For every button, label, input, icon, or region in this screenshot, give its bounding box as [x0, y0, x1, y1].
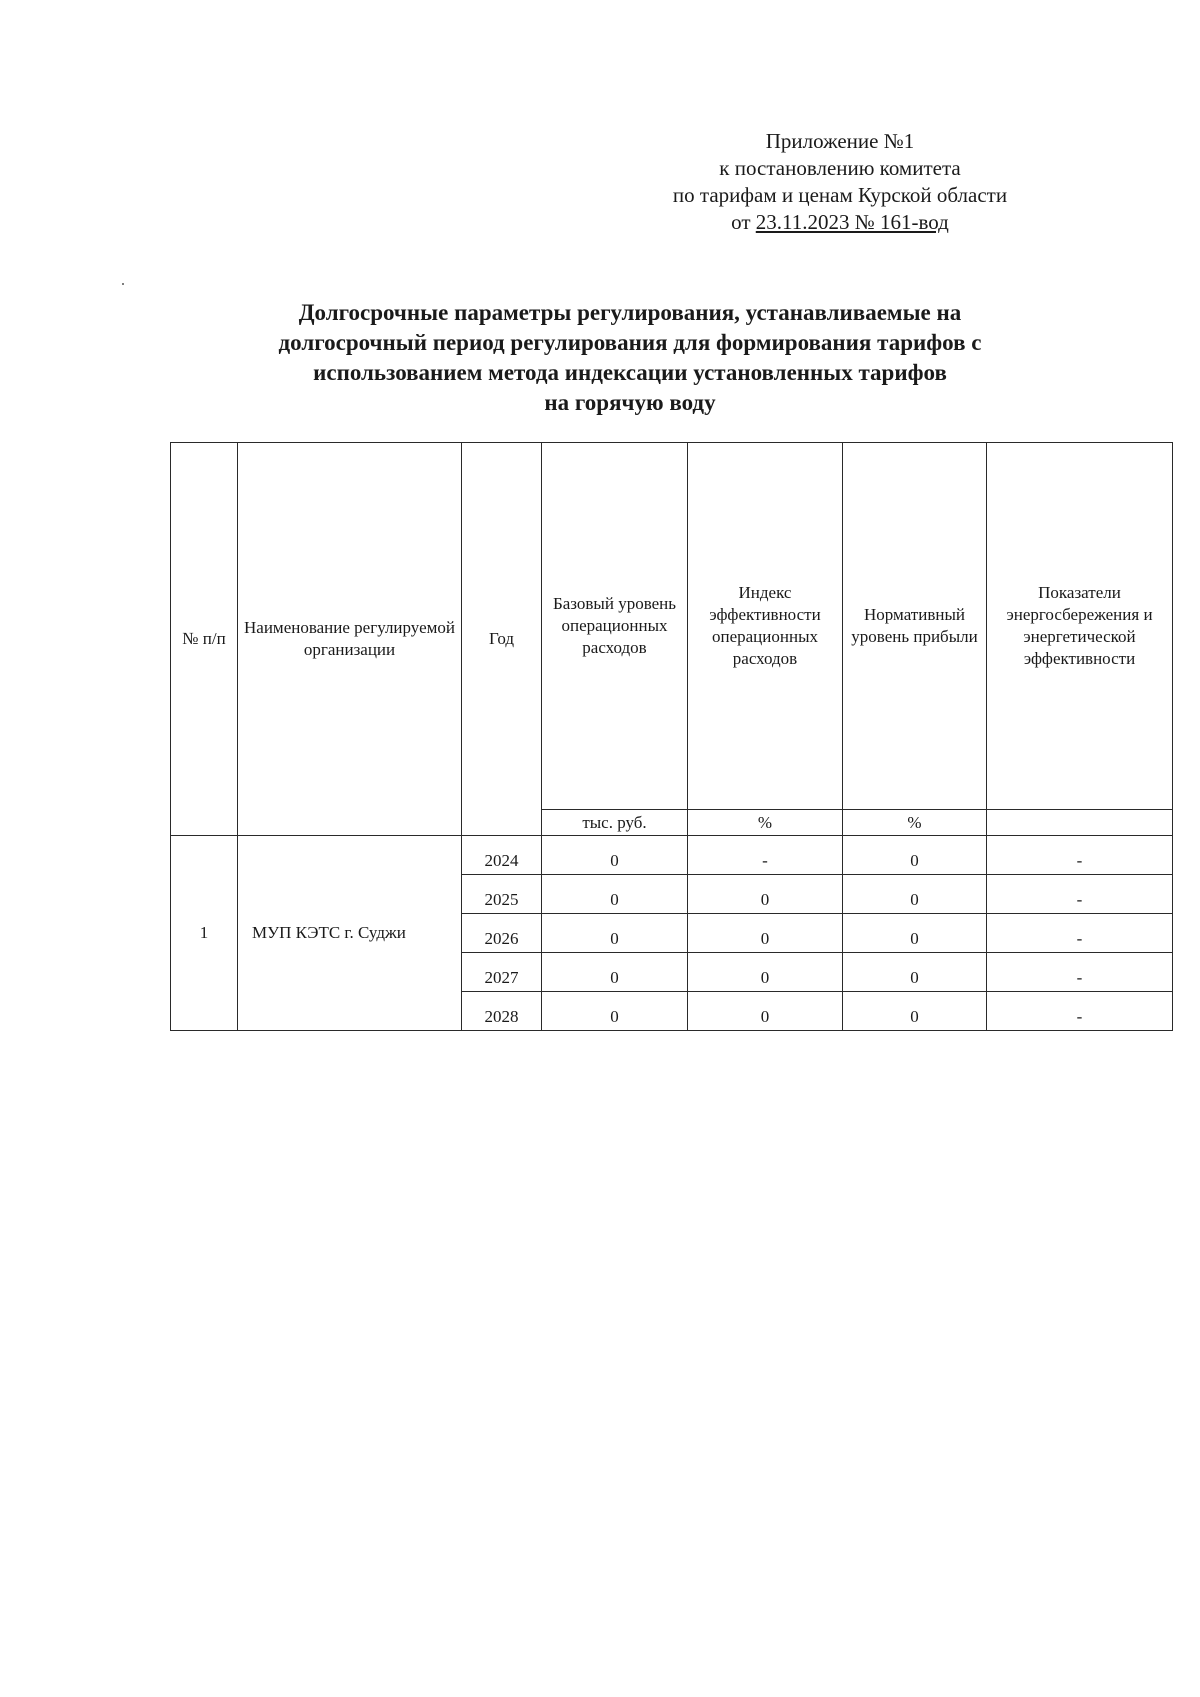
year-cell: 2027 [462, 953, 542, 992]
efficiency-index-cell: 0 [688, 953, 843, 992]
year-cell: 2025 [462, 875, 542, 914]
unit-base-opex: тыс. руб. [542, 810, 688, 836]
appendix-reference: к постановлению комитета [719, 156, 961, 180]
unit-energy-indicators [987, 810, 1173, 836]
organization-name: МУП КЭТС г. Суджи [238, 836, 462, 1031]
appendix-header [600, 128, 1080, 236]
base-opex-cell: 0 [542, 914, 688, 953]
header-organization: Наименование регулируемой организации [238, 443, 462, 836]
profit-level-cell: 0 [843, 875, 987, 914]
efficiency-index-cell: 0 [688, 992, 843, 1031]
header-energy-indicators: Показатели энергосбережения и энергетической эффективности [987, 443, 1173, 810]
base-opex-cell: 0 [542, 992, 688, 1031]
header-profit-level: Нормативный уровень прибыли [843, 443, 987, 810]
appendix-committee: по тарифам и ценам Курской области [672, 183, 1008, 207]
table-row [171, 836, 1173, 875]
document-title [190, 298, 1070, 418]
title-line-1: Долгосрочные параметры регулирования, устанавливаемые на [298, 300, 962, 325]
energy-indicators-cell: - [987, 914, 1173, 953]
row-number: 1 [171, 836, 238, 1031]
base-opex-cell: 0 [542, 875, 688, 914]
profit-level-cell: 0 [843, 953, 987, 992]
energy-indicators-cell: - [987, 875, 1173, 914]
unit-efficiency-index: % [688, 810, 843, 836]
energy-indicators-cell: - [987, 836, 1173, 875]
efficiency-index-cell: - [688, 836, 843, 875]
header-number: № п/п [171, 443, 238, 836]
profit-level-cell: 0 [843, 914, 987, 953]
year-cell: 2026 [462, 914, 542, 953]
appendix-date-line [600, 209, 1080, 236]
appendix-date-prefix: от [731, 210, 756, 234]
base-opex-cell: 0 [542, 836, 688, 875]
appendix-number: Приложение №1 [765, 129, 915, 153]
header-efficiency-index: Индекс эффективности операционных расходов [688, 443, 843, 810]
energy-indicators-cell: - [987, 953, 1173, 992]
profit-level-cell: 0 [843, 992, 987, 1031]
header-year: Год [462, 443, 542, 836]
energy-indicators-cell: - [987, 992, 1173, 1031]
scan-speck [122, 283, 124, 285]
header-base-opex: Базовый уровень операционных расходов [542, 443, 688, 810]
efficiency-index-cell: 0 [688, 914, 843, 953]
base-opex-cell: 0 [542, 953, 688, 992]
parameters-table [170, 442, 1173, 1031]
appendix-date-number: 23.11.2023 № 161-вод [755, 210, 949, 234]
year-cell: 2024 [462, 836, 542, 875]
year-cell: 2028 [462, 992, 542, 1031]
title-line-3: использованием метода индексации установленных тарифов [313, 360, 947, 385]
title-line-4: на горячую воду [544, 390, 716, 415]
efficiency-index-cell: 0 [688, 875, 843, 914]
title-line-2: долгосрочный период регулирования для формирования тарифов с [278, 330, 982, 355]
profit-level-cell: 0 [843, 836, 987, 875]
unit-profit-level: % [843, 810, 987, 836]
